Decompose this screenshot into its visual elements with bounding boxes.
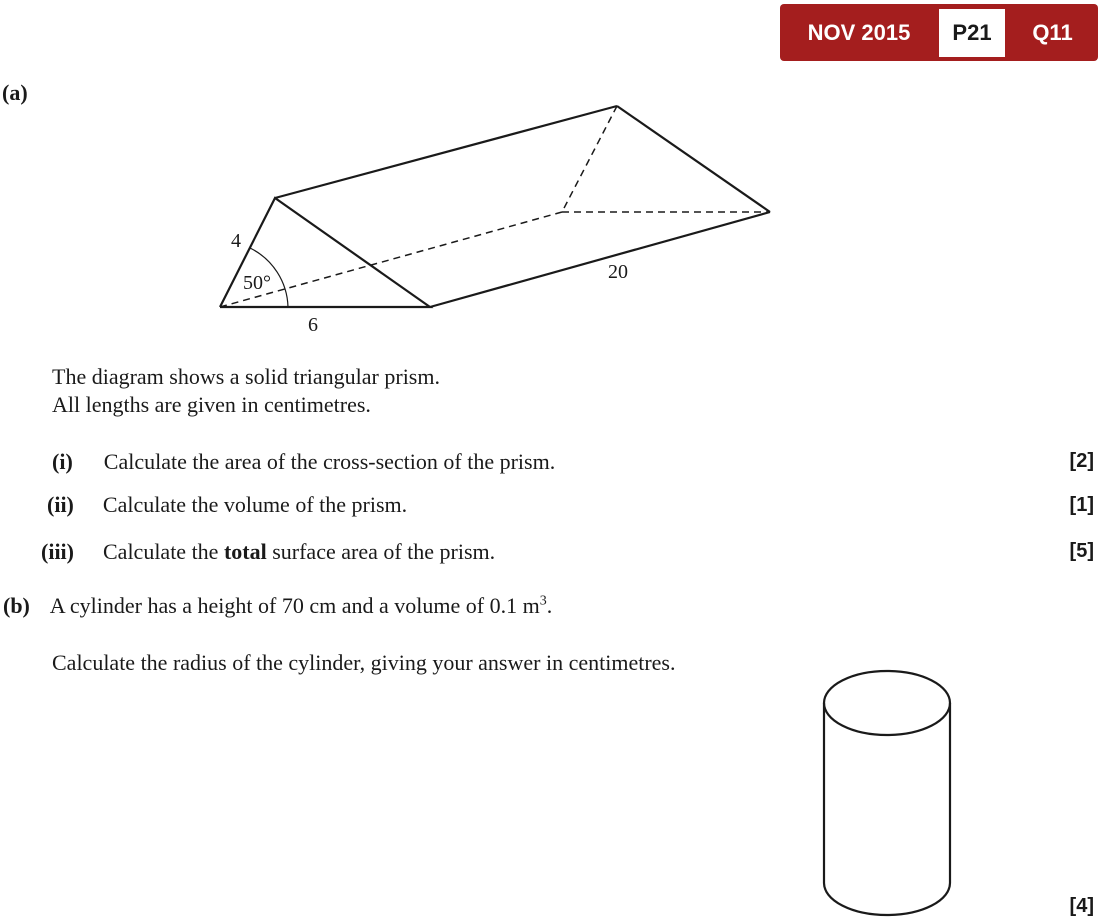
marks-a-ii: [1] [1069, 494, 1094, 516]
question-a-i-label: (i) [52, 449, 73, 474]
part-b-label: (b) [3, 593, 30, 618]
question-number: Q11 [1032, 20, 1073, 45]
question-a-ii [47, 492, 407, 518]
intro-line-2: All lengths are given in centimetres. [52, 392, 371, 417]
angle-label: 50° [243, 272, 271, 294]
question-a-iii-text-before: Calculate the [103, 539, 224, 564]
cylinder-diagram [815, 665, 965, 920]
marks-b: [4] [1069, 895, 1094, 917]
exam-session: NOV 2015 [807, 20, 911, 45]
hidden-back-left-edge [220, 212, 562, 307]
question-reference-badge [780, 4, 1098, 61]
paper-number: P21 [939, 9, 1005, 57]
triangular-prism-diagram [0, 0, 800, 350]
hidden-back-vertical-edge [562, 106, 617, 212]
question-a-iii-emphasis: total [223, 539, 267, 564]
question-a-i [52, 449, 555, 475]
question-a-iii-label: (iii) [41, 539, 74, 564]
part-b-statement-text: A cylinder has a height of 70 cm and a volume of 0.1 m [49, 593, 540, 618]
marks-a-i: [2] [1069, 450, 1094, 472]
question-a-ii-label: (ii) [47, 492, 74, 517]
part-b-exponent: 3 [539, 593, 547, 609]
prism-bottom-edge [430, 212, 770, 307]
side-length-label: 4 [231, 230, 241, 252]
part-b-instruction: Calculate the radius of the cylinder, giving your answer in centimetres. [52, 650, 676, 675]
prism-right-edge [617, 106, 770, 212]
part-a-label: (a) [2, 80, 28, 105]
base-length-label: 6 [308, 314, 318, 336]
prism-length-label: 20 [608, 261, 628, 283]
part-b-statement [3, 593, 552, 619]
question-a-i-text: Calculate the area of the cross-section of the prism. [103, 449, 556, 474]
question-a-iii-text-after: surface area of the prism. [266, 539, 496, 564]
part-b-statement-end: . [546, 593, 553, 618]
intro-line-1: The diagram shows a solid triangular prism. [52, 364, 440, 389]
question-a-iii [41, 539, 495, 565]
prism-top-edge [275, 106, 617, 198]
cylinder-top-ellipse [824, 671, 950, 735]
marks-a-iii: [5] [1069, 540, 1094, 562]
cylinder-bottom-arc [824, 883, 950, 915]
question-a-ii-text: Calculate the volume of the prism. [102, 492, 408, 517]
